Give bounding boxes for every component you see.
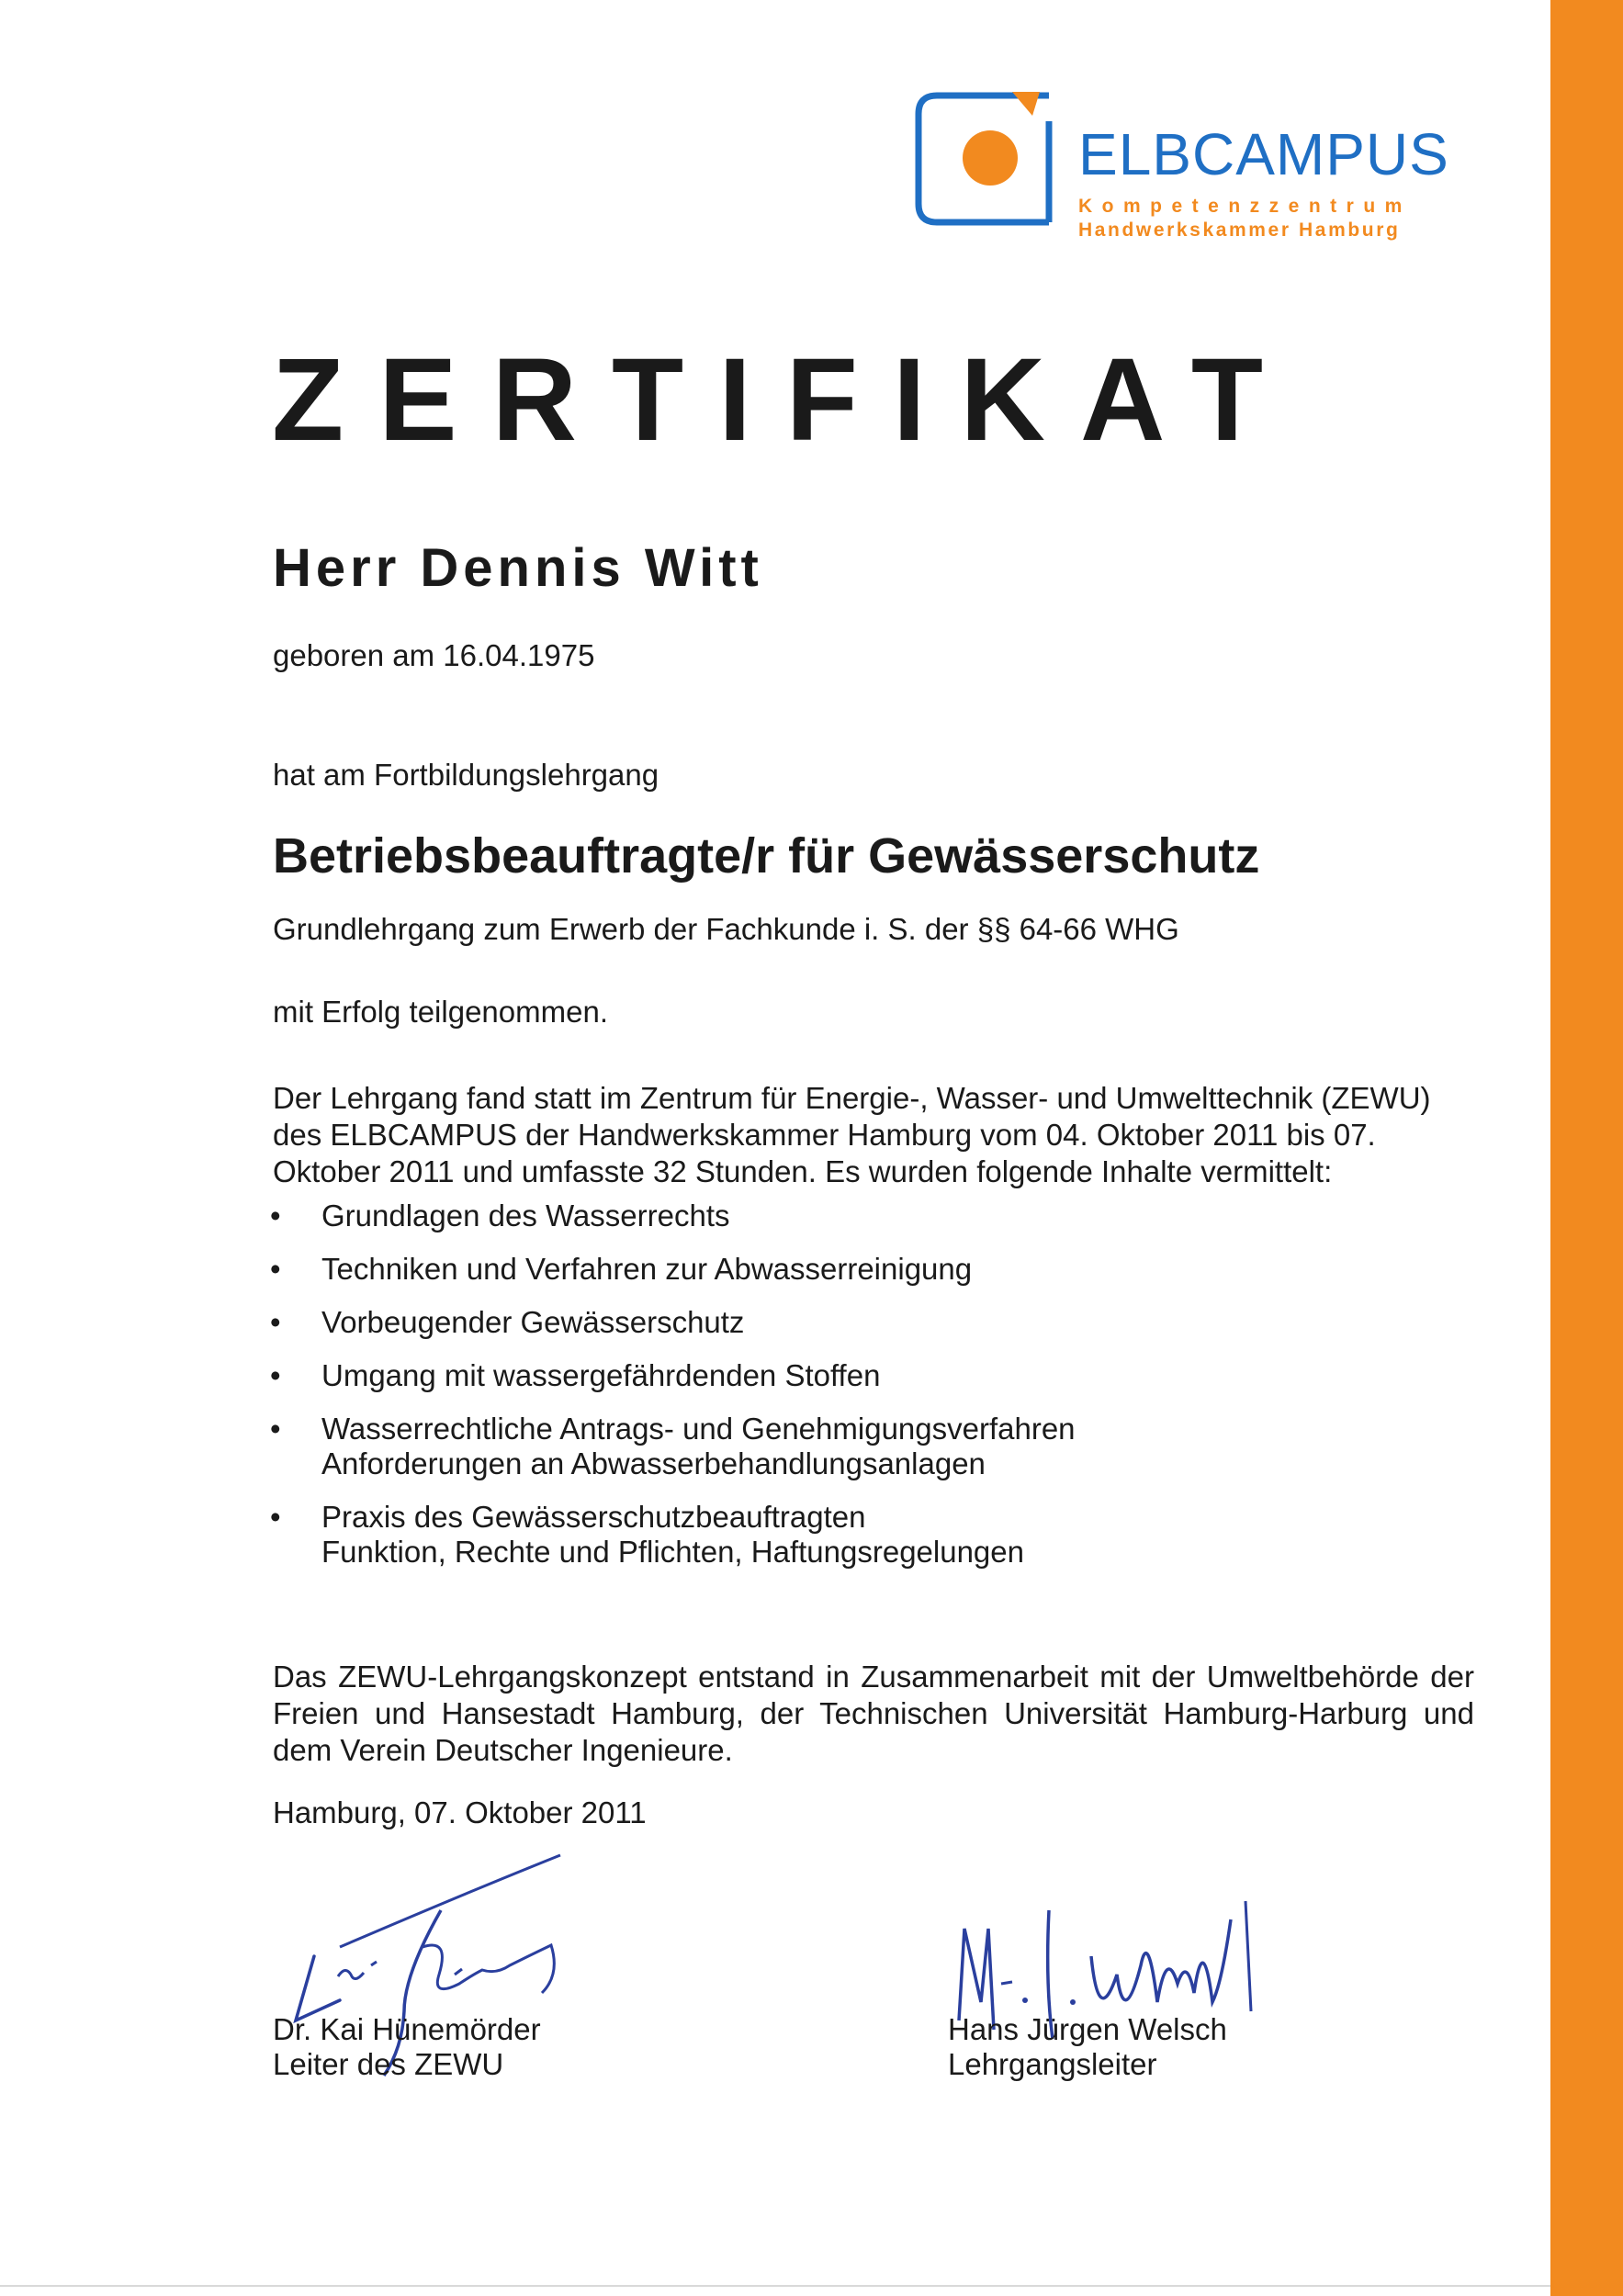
logo-name: ELBCAMPUS — [1078, 121, 1449, 187]
topic-list — [268, 1199, 1076, 1588]
recipient-name: Herr Dennis Witt — [273, 538, 763, 598]
signer-1-name: Dr. Kai Hünemörder — [273, 2012, 541, 2046]
course-description — [273, 1080, 1474, 1190]
logo-subtitle-1: Kompetenzzentrum — [1078, 196, 1412, 217]
bullet-icon: • — [270, 1305, 281, 1339]
logo-subtitle-2: Handwerkskammer Hamburg — [1078, 219, 1401, 241]
list-item — [268, 1252, 1076, 1287]
signer-2-name: Hans Jürgen Welsch — [948, 2012, 1227, 2046]
cooperation-line: dem Verein Deutscher Ingenieure. — [273, 1733, 733, 1767]
orange-side-bar — [1550, 0, 1623, 2296]
course-subtitle: Grundlehrgang zum Erwerb der Fachkunde i. S. der §§ 64-66 WHG — [273, 912, 1179, 946]
logo-emblem-icon — [911, 84, 1058, 231]
course-intro: hat am Fortbildungslehrgang — [273, 758, 659, 792]
topic-line: Funktion, Rechte und Pflichten, Haftungsregelungen — [321, 1535, 1024, 1569]
topic-line: Techniken und Verfahren zur Abwasserreinigung — [321, 1252, 973, 1286]
topic-line: Vorbeugender Gewässerschutz — [321, 1305, 745, 1339]
cooperation-text — [273, 1659, 1474, 1769]
description-line: Der Lehrgang fand statt im Zentrum für Energie-, Wasser- und Umwelttechnik (ZEWU) — [273, 1081, 1431, 1115]
list-item — [268, 1199, 1076, 1233]
list-item — [268, 1358, 1076, 1393]
result-text: mit Erfolg teilgenommen. — [273, 995, 608, 1029]
cooperation-line: Freien und Hansestadt Hamburg, der Technischen Universität Hamburg-Harburg und — [273, 1696, 1474, 1730]
bullet-icon: • — [270, 1412, 281, 1446]
topic-line: Wasserrechtliche Antrags- und Genehmigungsverfahren — [321, 1412, 1076, 1446]
list-item — [268, 1500, 1076, 1570]
certificate-title: ZERTIFIKAT — [272, 334, 1299, 466]
course-title: Betriebsbeauftragte/r für Gewässerschutz — [273, 828, 1260, 884]
bullet-icon: • — [270, 1199, 281, 1232]
birth-date: geboren am 16.04.1975 — [273, 638, 595, 672]
bullet-icon: • — [270, 1252, 281, 1286]
elbcampus-logo — [911, 84, 1499, 250]
bullet-icon: • — [270, 1358, 281, 1392]
place-date: Hamburg, 07. Oktober 2011 — [273, 1795, 647, 1829]
signer-1-role: Leiter des ZEWU — [273, 2047, 504, 2081]
list-item — [268, 1305, 1076, 1340]
topic-line: Anforderungen an Abwasserbehandlungsanlagen — [321, 1446, 986, 1480]
topic-line: Umgang mit wassergefährdenden Stoffen — [321, 1358, 881, 1392]
cooperation-line: Das ZEWU-Lehrgangskonzept entstand in Zusammenarbeit mit der Umweltbehörde der — [273, 1660, 1474, 1694]
description-line: des ELBCAMPUS der Handwerkskammer Hamburg vom 04. Oktober 2011 bis 07. — [273, 1118, 1376, 1152]
signer-2-role: Lehrgangsleiter — [948, 2047, 1157, 2081]
list-item — [268, 1412, 1076, 1481]
topic-line: Praxis des Gewässerschutzbeauftragten — [321, 1500, 866, 1534]
description-line: Oktober 2011 und umfasste 32 Stunden. Es wurden folgende Inhalte vermittelt: — [273, 1154, 1333, 1188]
topic-line: Grundlagen des Wasserrechts — [321, 1199, 730, 1232]
bullet-icon: • — [270, 1500, 281, 1534]
bottom-rule — [0, 2285, 1550, 2287]
